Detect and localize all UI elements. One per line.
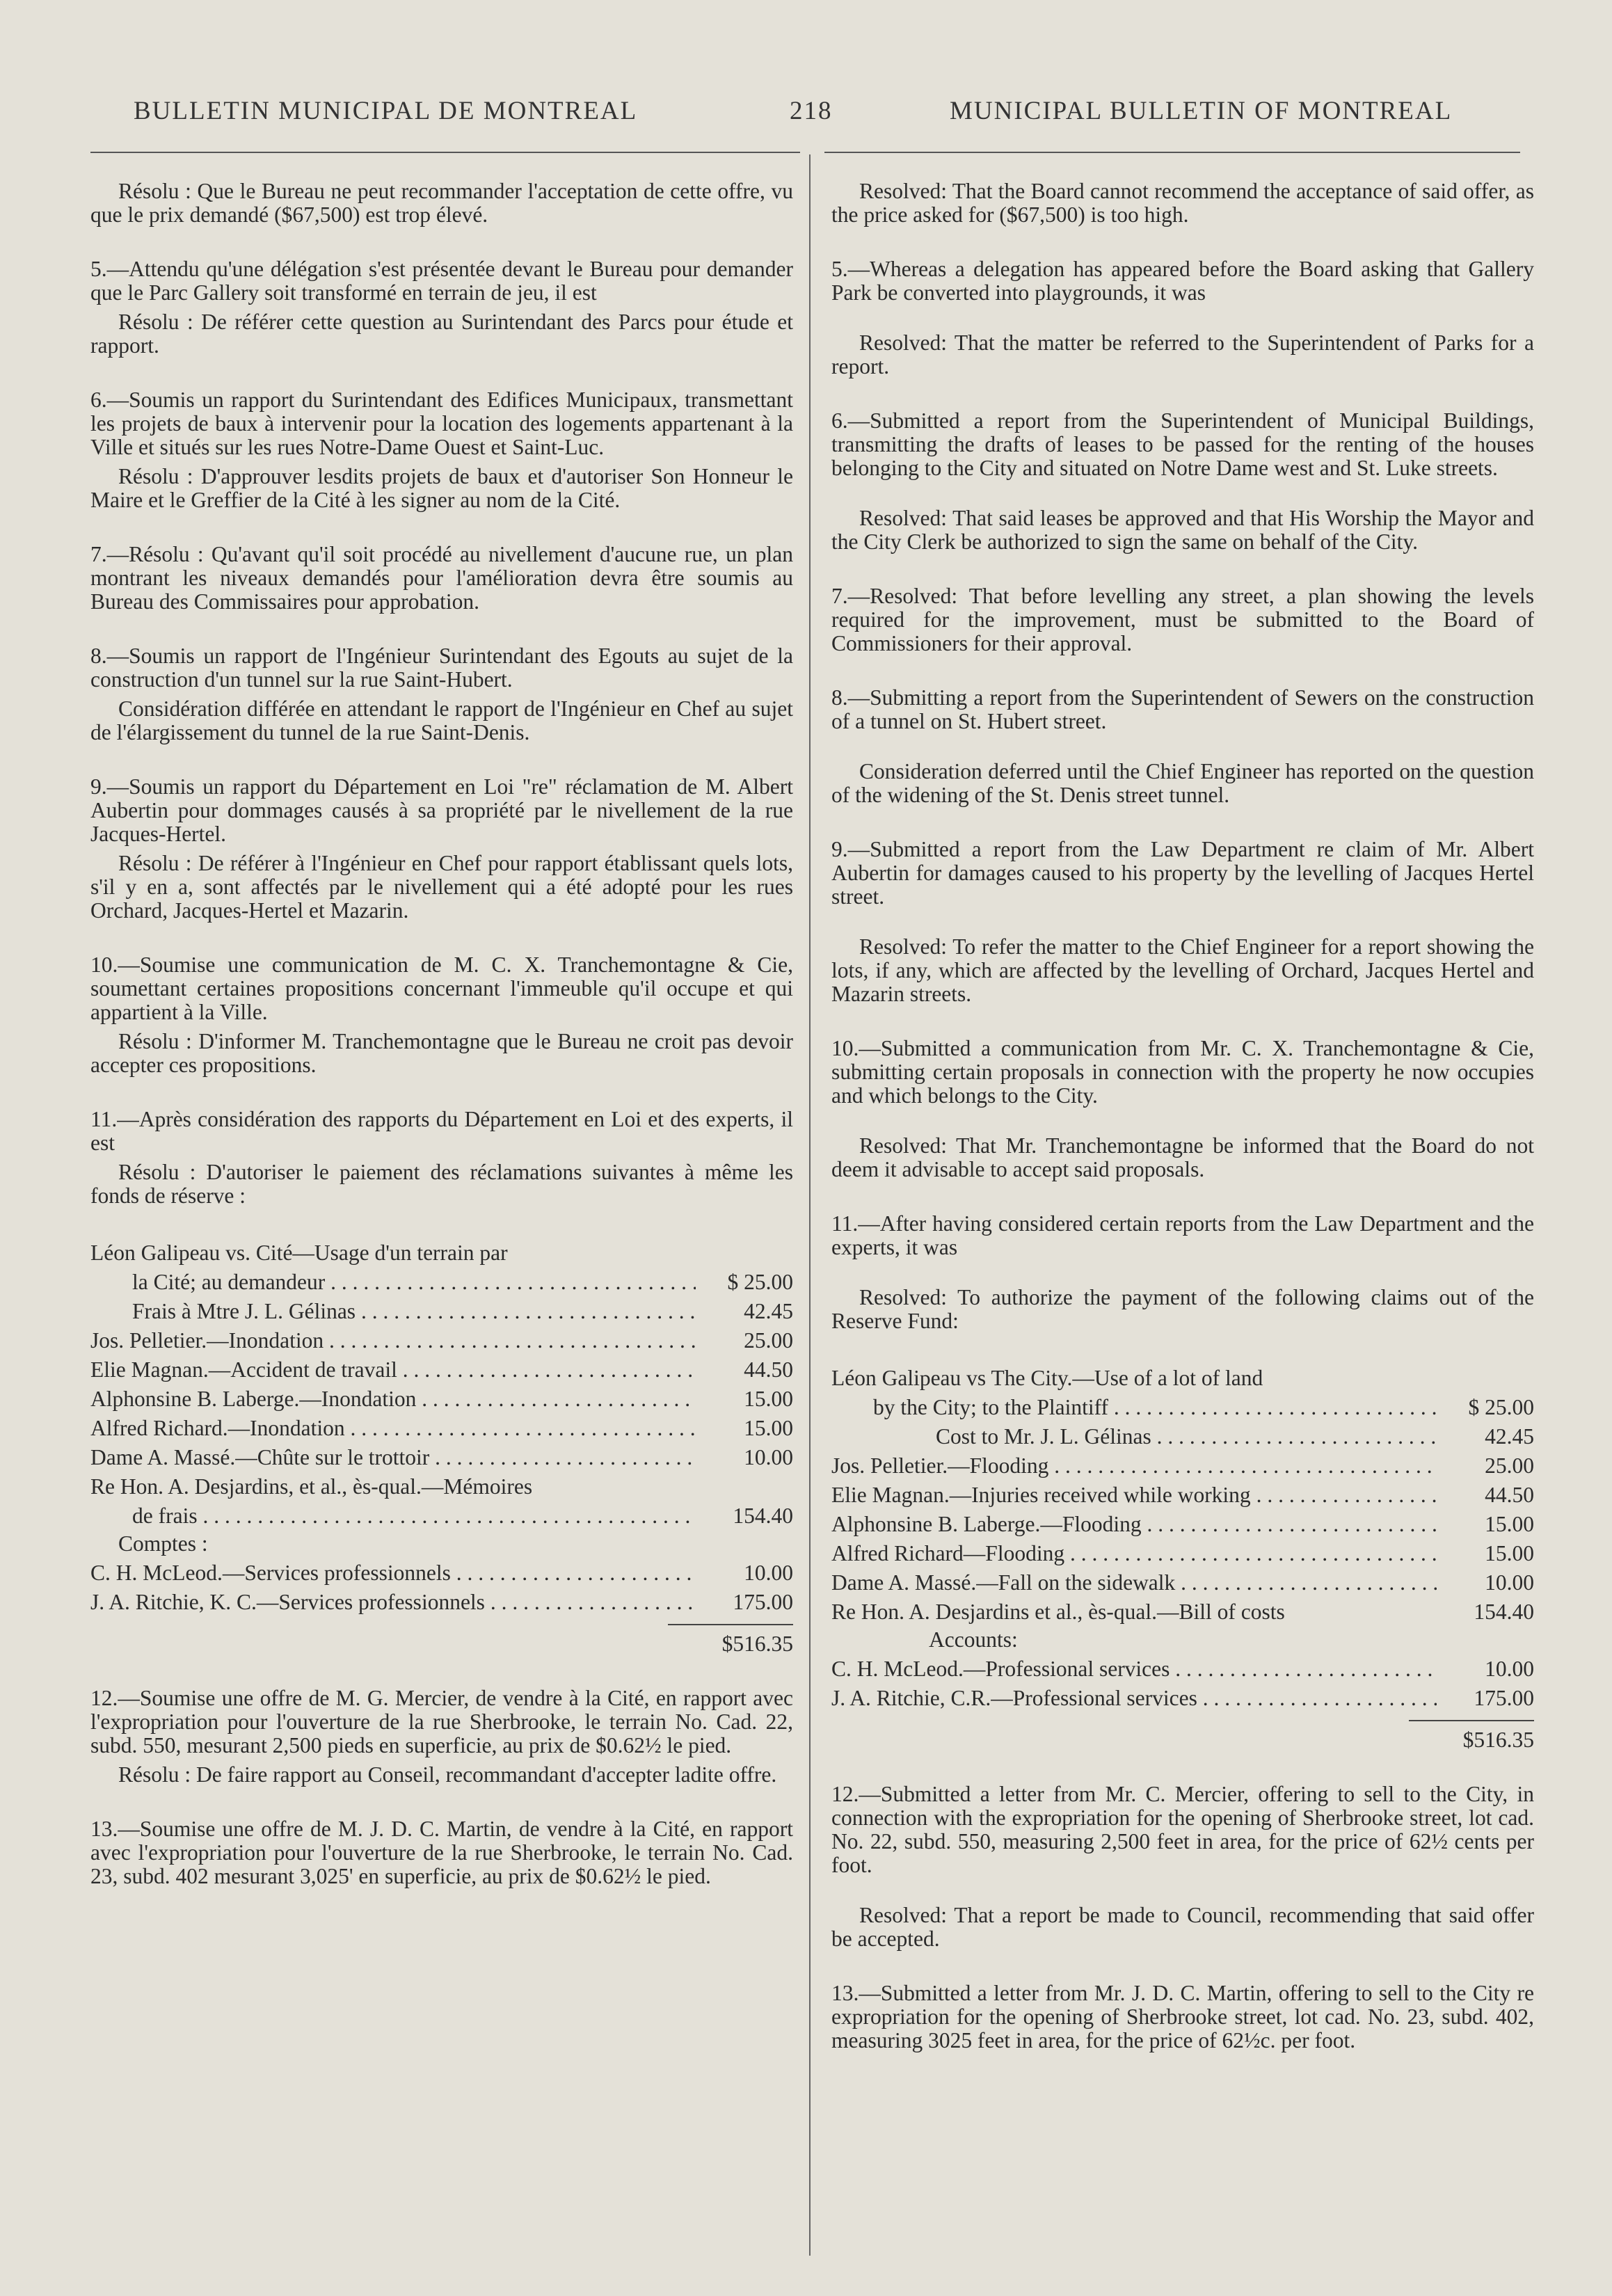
claim-label: Alphonsine B. Laberge.—Inondation . . . <box>90 1387 696 1411</box>
en-resolution-10: Resolved: That Mr. Tranchemontagne be informed that the Board do not deem it advisable to accept said proposals. <box>831 1133 1534 1181</box>
en-item-11: 11.—After having considered certain reports from the Law Department and the experts, it was <box>831 1211 1534 1259</box>
en-item-7: 7.—Resolved: That before levelling any street, a plan showing the levels required for the improvement, must be submitted to the Board of Commissioners for their approval. <box>831 584 1534 655</box>
claim-amount: 154.40 <box>1474 1600 1534 1624</box>
header-title-french: BULLETIN MUNICIPAL DE MONTREAL <box>134 97 638 125</box>
en-resolution-6: Resolved: That said leases be approved and that His Worship the Mayor and the City Clerk be authorized to sign the same on behalf of the City. <box>831 506 1534 554</box>
claim-label: Cost to Mr. J. L. Gélinas . . . <box>831 1425 1437 1449</box>
table-row <box>831 1595 1534 1624</box>
table-row <box>90 1382 793 1411</box>
claims-total: $516.35 <box>721 1632 793 1656</box>
claim-label: C. H. McLeod.—Services professionnels . . . <box>90 1561 696 1585</box>
table-row <box>90 1499 793 1528</box>
en-item-13: 13.—Submitted a letter from Mr. J. D. C. Martin, offering to sell to the City re expropriation for the opening of Sherbrooke street, lot cad. No. 23, subd. 402, measuring 3025 feet in area, for the price of 62½c. per foot. <box>831 1981 1534 2052</box>
claim-amount: 10.00 <box>744 1561 793 1585</box>
header-rule-right <box>824 152 1520 153</box>
en-resolution-4: Resolved: That the Board cannot recommend the acceptance of said offer, as the price asked for ($67,500) is too high. <box>831 179 1534 227</box>
fr-resolution-4: Résolu : Que le Bureau ne peut recommander l'acceptation de cette offre, vu que le prix demandé ($67,500) est trop élevé. <box>90 179 793 227</box>
claim-label: Alfred Richard—Flooding . . . <box>831 1542 1437 1565</box>
claim-label: Re Hon. A. Desjardins, et al., ès-qual.—Mémoires <box>90 1475 533 1499</box>
fr-resolution-8: Considération différée en attendant le rapport de l'Ingénieur en Chef au sujet de l'élargissement du tunnel de la rue Saint-Denis. <box>90 696 793 744</box>
table-row <box>831 1419 1534 1449</box>
table-row <box>90 1469 793 1499</box>
claim-label: Elie Magnan.—Accident de travail . . . <box>90 1358 696 1382</box>
total-rule <box>1409 1720 1534 1721</box>
table-row <box>831 1478 1534 1507</box>
claim-amount: 154.40 <box>733 1504 793 1528</box>
claim-label: Frais à Mtre J. L. Gélinas . . . <box>90 1300 696 1323</box>
fr-resolution-10: Résolu : D'informer M. Tranchemontagne que le Bureau ne croit pas devoir accepter ces propositions. <box>90 1029 793 1077</box>
en-item-8: 8.—Submitting a report from the Superintendent of Sewers on the construction of a tunnel on St. Hubert street. <box>831 685 1534 733</box>
fr-item-10: 10.—Soumise une communication de M. C. X. Tranchemontagne & Cie, soumettant certaines propositions concernant l'immeuble qu'il occupe et qui appartient à la Ville. <box>90 952 793 1024</box>
en-resolution-5: Resolved: That the matter be referred to the Superintendent of Parks for a report. <box>831 330 1534 378</box>
table-row <box>831 1390 1534 1419</box>
table-row <box>90 1236 793 1265</box>
claim-amount: 44.50 <box>744 1357 793 1382</box>
fr-resolution-9: Résolu : De référer à l'Ingénieur en Chef pour rapport établissant quels lots, s'il y en a, sont affectés par le nivellement qui a été adopté pour les rues Orchard, Jacques-Hertel et Mazarin. <box>90 851 793 923</box>
claim-amount: 44.50 <box>1485 1483 1534 1507</box>
en-item-12: 12.—Submitted a letter from Mr. C. Mercier, offering to sell to the City, in connection with the expropriation for the opening of Sherbrooke street, lot cad. No. 22, subd. 550, measuring 2,500 feet in area, for the price of 62½ cents per foot. <box>831 1782 1534 1877</box>
page-number: 218 <box>790 97 833 125</box>
accounts-heading: Comptes : <box>118 1532 208 1556</box>
table-row <box>831 1565 1534 1595</box>
table-row <box>831 1536 1534 1565</box>
claim-label: Léon Galipeau vs. Cité—Usage d'un terrain par <box>90 1241 508 1265</box>
fr-claims-table <box>90 1236 793 1656</box>
claim-label: J. A. Ritchie, C.R.—Professional services . . . <box>831 1687 1437 1710</box>
en-resolution-12: Resolved: That a report be made to Council, recommending that said offer be accepted. <box>831 1903 1534 1951</box>
table-row <box>90 1556 793 1585</box>
french-column <box>90 180 793 1888</box>
claim-label: Dame A. Massé.—Fall on the sidewalk . . . <box>831 1571 1437 1595</box>
accounts-heading: Accounts: <box>929 1628 1018 1652</box>
claim-label: de frais . . . <box>90 1504 696 1528</box>
fr-resolution-12: Résolu : De faire rapport au Conseil, recommandant d'accepter ladite offre. <box>118 1762 777 1787</box>
header-title-english: MUNICIPAL BULLETIN OF MONTREAL <box>950 97 1453 125</box>
table-row <box>90 1323 793 1353</box>
table-row <box>90 1294 793 1323</box>
claim-label: Dame A. Massé.—Chûte sur le trottoir . . . <box>90 1446 696 1469</box>
claims-total: $516.35 <box>1462 1728 1534 1752</box>
claim-label: Alphonsine B. Laberge.—Flooding . . . <box>831 1513 1437 1536</box>
english-column <box>831 180 1534 2052</box>
fr-item-9: 9.—Soumis un rapport du Département en Loi "re" réclamation de M. Albert Aubertin pour dommages causés à sa propriété par le nivellement de la rue Jacques-Hertel. <box>90 774 793 846</box>
en-item-6: 6.—Submitted a report from the Superintendent of Municipal Buildings, transmitting the drafts of leases to be passed for the renting of the houses belonging to the City and situated on Notre Dame west and St. Luke streets. <box>831 408 1534 480</box>
table-row <box>831 1449 1534 1478</box>
table-row <box>90 1353 793 1382</box>
claim-label: by the City; to the Plaintiff . . . <box>831 1396 1437 1419</box>
total-rule <box>668 1624 793 1625</box>
table-row <box>831 1652 1534 1681</box>
claim-label: Elie Magnan.—Injuries received while working . . . <box>831 1483 1437 1507</box>
fr-resolution-6: Résolu : D'approuver lesdits projets de baux et d'autoriser Son Honneur le Maire et le Greffier de la Cité à les signer au nom de la Cité. <box>90 464 793 512</box>
en-claims-table <box>831 1361 1534 1752</box>
table-row <box>831 1507 1534 1536</box>
table-row <box>90 1411 793 1440</box>
en-resolution-9: Resolved: To refer the matter to the Chief Engineer for a report showing the lots, if any, which are affected by the levelling of Orchard, Jacques Hertel and Mazarin streets. <box>831 934 1534 1006</box>
fr-item-6: 6.—Soumis un rapport du Surintendant des Edifices Municipaux, transmettant les projets de baux à intervenir pour la location des logements appartenant à la Ville et situés sur les rues Notre-Dame Ouest et Saint-Luc. <box>90 388 793 459</box>
claim-amount: 15.00 <box>1485 1541 1534 1565</box>
fr-resolution-5: Résolu : De référer cette question au Surintendant des Parcs pour étude et rapport. <box>90 310 793 358</box>
claim-amount: 15.00 <box>1485 1512 1534 1536</box>
table-row <box>90 1440 793 1469</box>
en-item-9: 9.—Submitted a report from the Law Department re claim of Mr. Albert Aubertin for damages caused to his property by the levelling of Jacques Hertel street. <box>831 837 1534 909</box>
claim-amount: 15.00 <box>744 1416 793 1440</box>
claim-label: J. A. Ritchie, K. C.—Services professionnels . . . <box>90 1591 696 1614</box>
claim-amount: 10.00 <box>1485 1570 1534 1595</box>
claim-label: Jos. Pelletier.—Inondation . . . <box>90 1329 696 1353</box>
claim-label: Re Hon. A. Desjardins et al., ès-qual.—Bill of costs <box>831 1600 1285 1624</box>
column-divider <box>809 154 811 2256</box>
claim-label: Alfred Richard.—Inondation . . . <box>90 1417 696 1440</box>
claim-amount: 42.45 <box>1485 1424 1534 1449</box>
table-row <box>831 1681 1534 1710</box>
claim-label: la Cité; au demandeur . . . <box>90 1270 696 1294</box>
claim-amount: 10.00 <box>744 1445 793 1469</box>
en-item-10: 10.—Submitted a communication from Mr. C. X. Tranchemontagne & Cie, submitting certain proposals in connection with the property he now occupies and which belongs to the City. <box>831 1036 1534 1108</box>
claim-label: Jos. Pelletier.—Flooding . . . <box>831 1454 1437 1478</box>
en-item-5: 5.—Whereas a delegation has appeared before the Board asking that Gallery Park be converted into playgrounds, it was <box>831 257 1534 305</box>
claim-amount: 15.00 <box>744 1387 793 1411</box>
fr-item-11: 11.—Après considération des rapports du Département en Loi et des experts, il est <box>90 1107 793 1155</box>
claim-label: Léon Galipeau vs The City.—Use of a lot of land <box>831 1366 1263 1390</box>
claim-amount: 175.00 <box>733 1590 793 1614</box>
claim-amount: $ 25.00 <box>1468 1395 1534 1419</box>
claim-amount: 25.00 <box>1485 1453 1534 1478</box>
claim-amount: $ 25.00 <box>727 1270 793 1294</box>
fr-item-13: 13.—Soumise une offre de M. J. D. C. Martin, de vendre à la Cité, en rapport avec l'expropriation pour l'ouverture de la rue Sherbrooke, le terrain No. Cad. 23, subd. 402 mesurant 3,025' en superficie, au prix de $0.62½ le pied. <box>90 1817 793 1888</box>
fr-item-7: 7.—Résolu : Qu'avant qu'il soit procédé au nivellement d'aucune rue, un plan montrant les niveaux demandés pour l'amélioration devra être soumis au Bureau des Commissaires pour approbation. <box>90 542 793 614</box>
en-resolution-11: Resolved: To authorize the payment of the following claims out of the Reserve Fund: <box>831 1285 1534 1333</box>
claim-label: C. H. McLeod.—Professional services . . . <box>831 1657 1437 1681</box>
claim-amount: 175.00 <box>1474 1686 1534 1710</box>
fr-item-5: 5.—Attendu qu'une délégation s'est présentée devant le Bureau pour demander que le Parc Gallery soit transformé en terrain de jeu, il est <box>90 257 793 305</box>
table-row <box>831 1361 1534 1390</box>
fr-item-12: 12.—Soumise une offre de M. G. Mercier, de vendre à la Cité, en rapport avec l'expropriation pour l'ouverture de la rue Sherbrooke, le terrain No. Cad. 22, subd. 550, mesurant 2,500 pieds en superficie, au prix de $0.62½ le pied. <box>90 1686 793 1757</box>
header-rule-left <box>90 152 800 153</box>
claim-amount: 10.00 <box>1485 1657 1534 1681</box>
en-resolution-8: Consideration deferred until the Chief Engineer has reported on the question of the widening of the St. Denis street tunnel. <box>831 759 1534 807</box>
table-row <box>90 1265 793 1294</box>
fr-resolution-11: Résolu : D'autoriser le paiement des réclamations suivantes à même les fonds de réserve : <box>90 1160 793 1208</box>
claim-amount: 42.45 <box>744 1299 793 1323</box>
table-row <box>90 1585 793 1614</box>
claim-amount: 25.00 <box>744 1328 793 1353</box>
fr-item-8: 8.—Soumis un rapport de l'Ingénieur Surintendant des Egouts au sujet de la construction d'un tunnel sur la rue Saint-Hubert. <box>90 644 793 692</box>
